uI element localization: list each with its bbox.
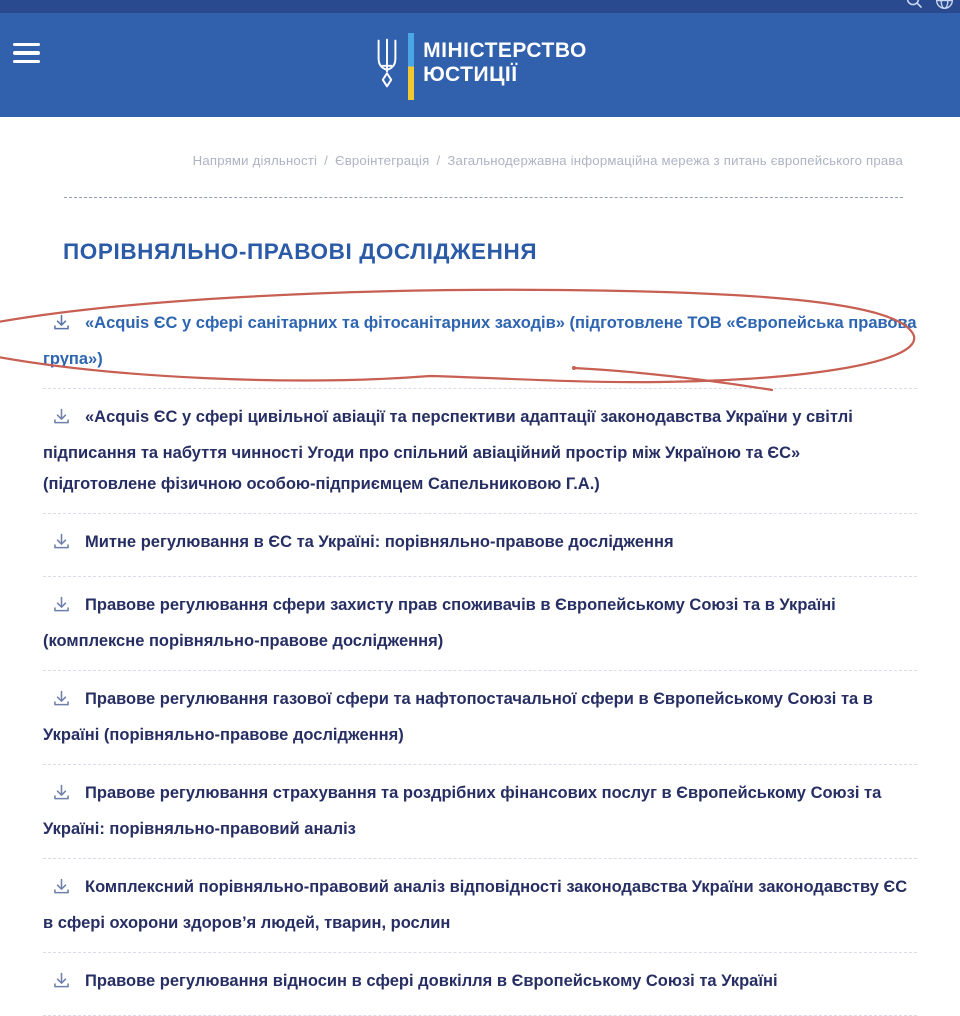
ministry-name-line1: МІНІСТЕРСТВО	[423, 39, 587, 62]
document-row[interactable]	[43, 765, 917, 859]
download-icon	[51, 688, 72, 720]
document-row[interactable]	[43, 295, 917, 389]
document-link[interactable]: Комплексний порівняльно-правовий аналіз відповідності законодавства України законодавству ЄС в сфері охорони здоров’я людей, тварин, рослин	[43, 878, 908, 932]
document-link[interactable]: Правове регулювання сфери захисту прав споживачів в Європейському Союзі та в Україні (комплексне порівняльно-правове дослідження)	[43, 596, 836, 650]
breadcrumb	[64, 153, 903, 168]
globe-icon[interactable]	[935, 0, 954, 10]
document-link[interactable]: «Acquis ЄС у сфері санітарних та фітосанітарних заходів» (підготовлене ТОВ «Європейська правова група»)	[43, 314, 917, 368]
document-row[interactable]	[43, 671, 917, 765]
search-icon[interactable]	[905, 0, 923, 10]
ministry-name-line2: ЮСТИЦІЇ	[423, 63, 518, 86]
download-icon	[51, 312, 72, 344]
site-header	[0, 0, 960, 117]
breadcrumb-separator: /	[324, 153, 329, 168]
breadcrumb-link[interactable]: Євроінтеграція	[335, 153, 430, 168]
breadcrumb-separator: /	[436, 153, 441, 168]
download-icon	[51, 876, 72, 908]
breadcrumb-divider	[64, 197, 903, 198]
download-icon	[51, 531, 72, 563]
document-link[interactable]: Правове регулювання газової сфери та нафтопостачальної сфери в Європейському Союзі та в Україні (порівняльно-правове дослідження)	[43, 690, 873, 744]
breadcrumb-link[interactable]: Загальнодержавна інформаційна мережа з питань європейського права	[447, 153, 903, 168]
document-link[interactable]: Правове регулювання відносин в сфері довкілля в Європейському Союзі та Україні	[85, 972, 778, 990]
ministry-name	[423, 39, 587, 87]
download-icon	[51, 782, 72, 814]
header-top-strip	[0, 0, 960, 13]
document-row[interactable]	[43, 389, 917, 514]
document-row[interactable]	[43, 953, 917, 1016]
flag-stripe	[408, 33, 414, 100]
download-icon	[51, 970, 72, 1002]
document-row[interactable]	[43, 514, 917, 577]
ukraine-trident-logo	[373, 37, 401, 94]
document-link[interactable]: «Acquis ЄС у сфері цивільної авіації та перспективи адаптації законодавства України у світлі підписання та набуття чинності Угоди про спільний авіаційний простір між Україною та ЄС» (підготовлене фізичною особою-підприємцем Сапельниковою Г.А.)	[43, 408, 853, 493]
breadcrumb-link[interactable]: Напрями діяльності	[192, 153, 318, 168]
document-row[interactable]	[43, 859, 917, 953]
page-title: ПОРІВНЯЛЬНО-ПРАВОВІ ДОСЛІДЖЕННЯ	[63, 239, 538, 264]
download-icon	[51, 594, 72, 626]
ministry-logo[interactable]	[0, 33, 960, 100]
download-icon	[51, 406, 72, 438]
document-link[interactable]: Правове регулювання страхування та роздрібних фінансових послуг в Європейському Союзі та Україні: порівняльно-правовий аналіз	[43, 784, 882, 838]
header-corner-icons	[905, 0, 954, 10]
document-row[interactable]	[43, 577, 917, 671]
document-list	[43, 295, 917, 1016]
document-link[interactable]: Митне регулювання в ЄС та Україні: порівняльно-правове дослідження	[85, 533, 674, 551]
